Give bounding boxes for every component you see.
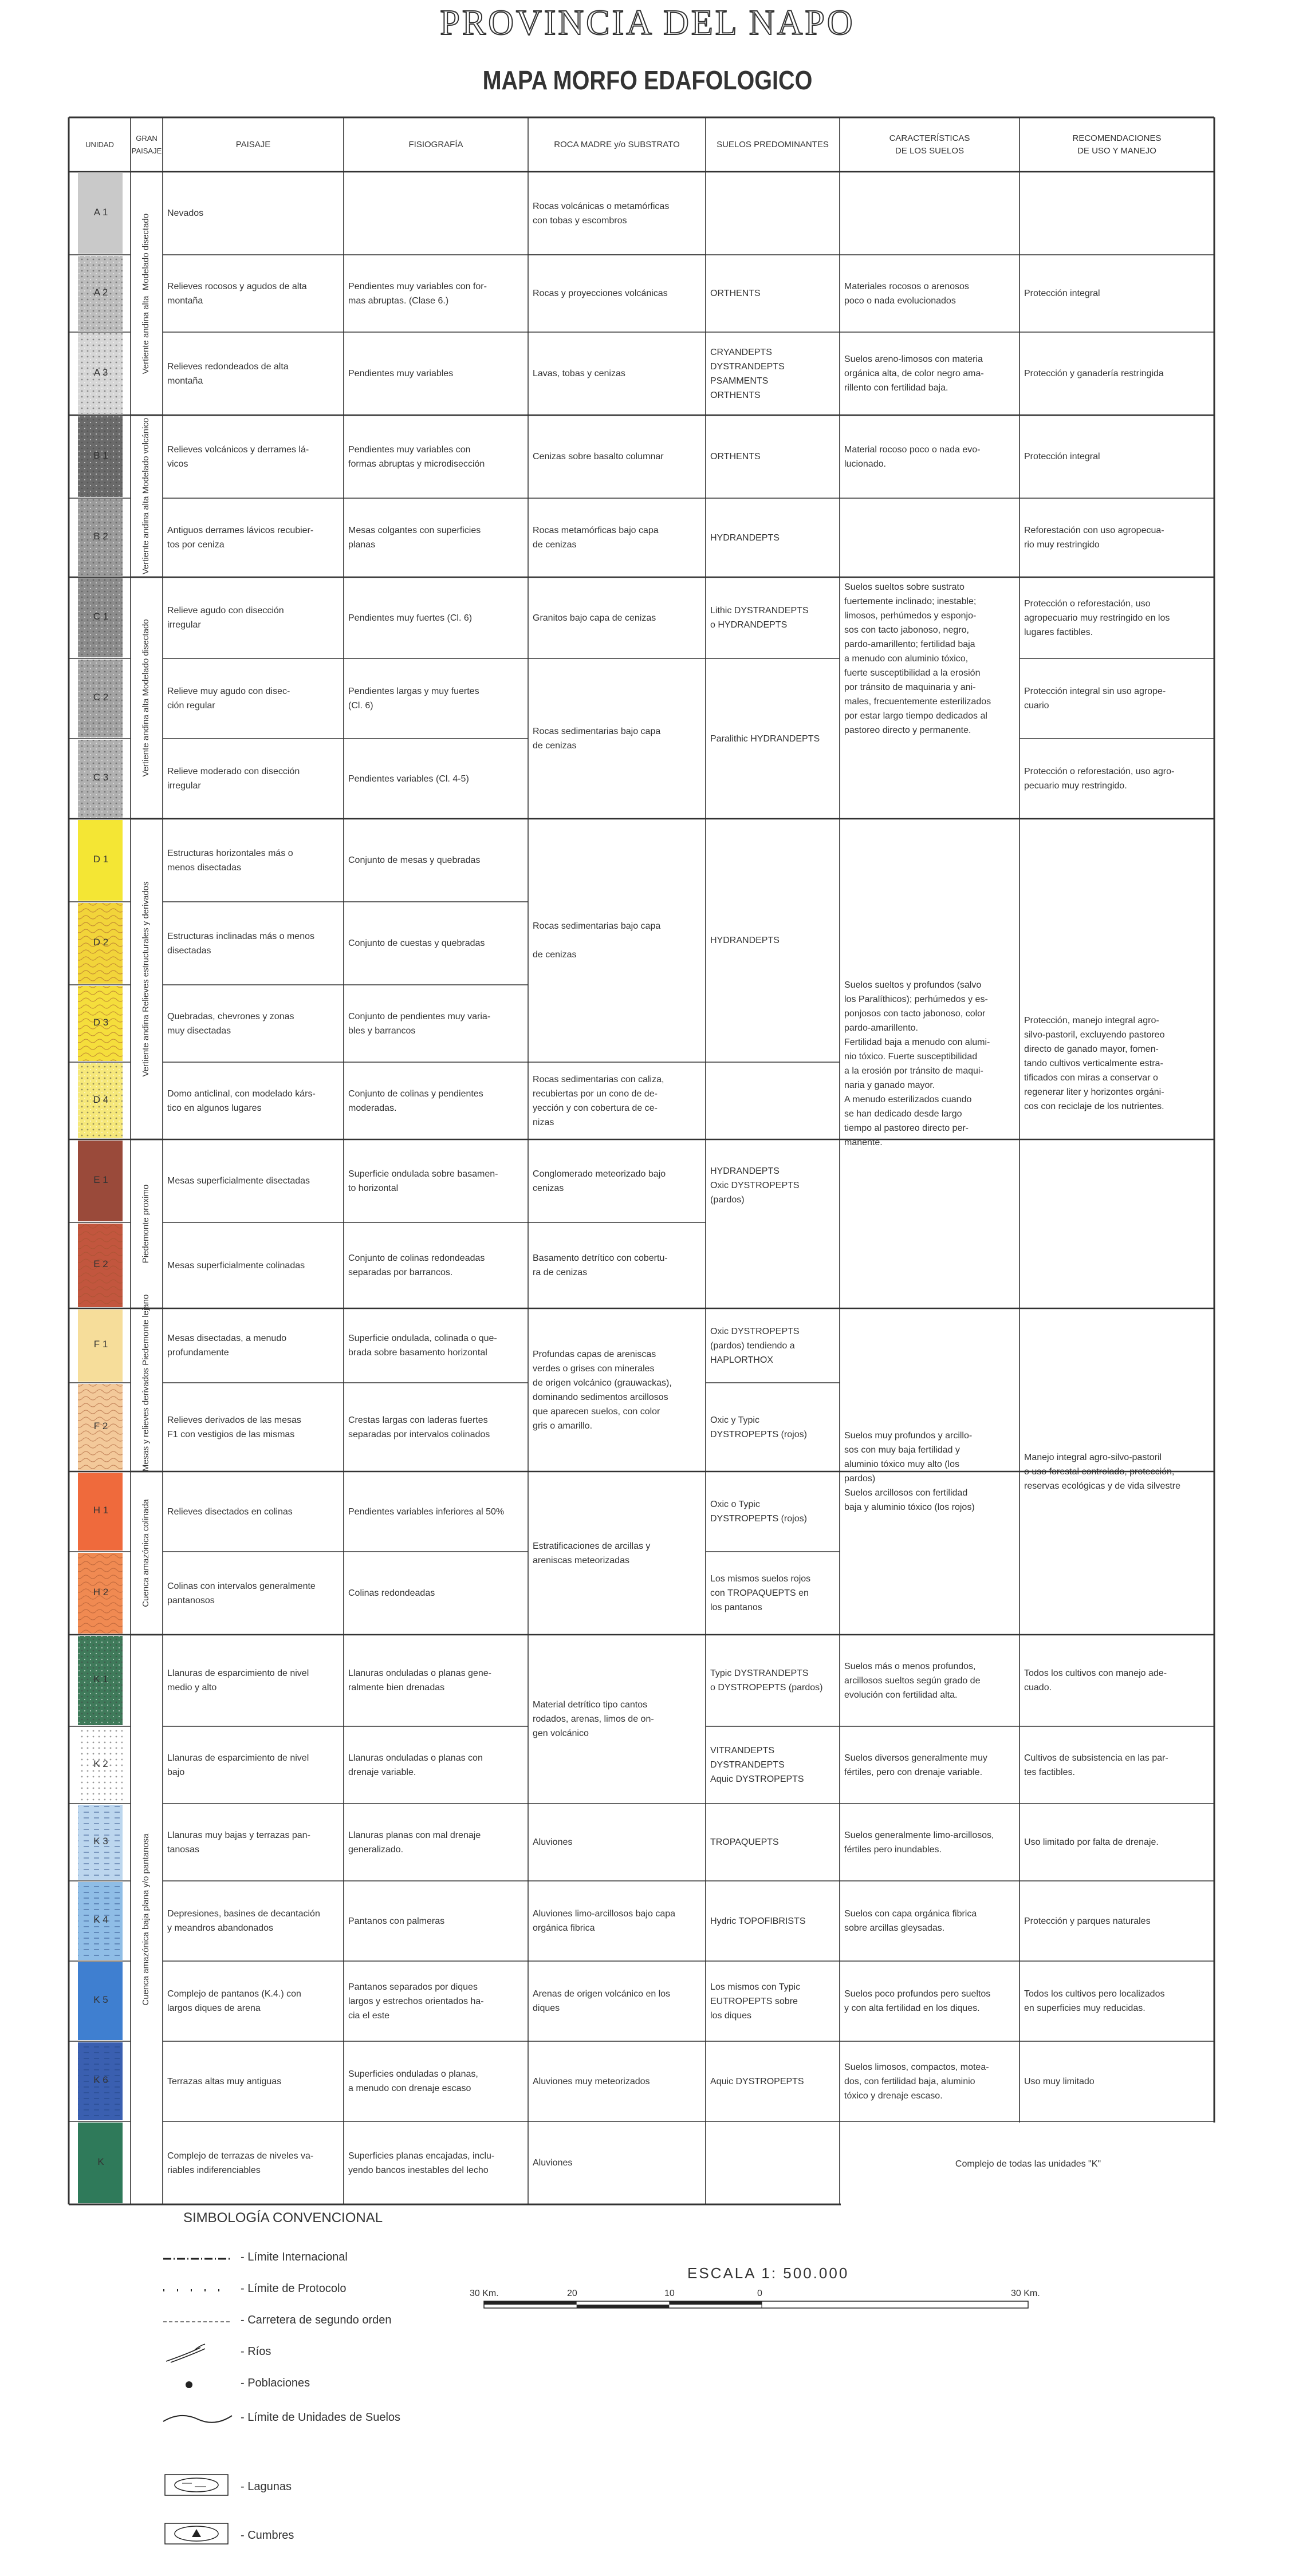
gran-paisaje-label: Modelado disectado — [141, 213, 151, 291]
suelos-cell: Oxic DYSTROPEPTS (pardos) tendiendo a HAPLORTHOX — [710, 1326, 800, 1365]
suelos-cell: Hydric TOPOFIBRISTS — [710, 1916, 806, 1926]
paisaje-cell: Llanuras de esparcimiento de nivel medio y alto — [167, 1668, 309, 1693]
paisaje-cell: Complejo de pantanos (K.4.) con largos diques de arena — [167, 1989, 301, 2013]
gran-paisaje-label: Vertiente andina alta — [141, 295, 151, 374]
scale-tick-label: 20 — [567, 2289, 577, 2298]
legend-label: - Límite Internacional — [241, 2251, 348, 2263]
legend-label: - Ríos — [241, 2345, 271, 2358]
suelos-cell: HYDRANDEPTS — [710, 532, 780, 543]
paisaje-cell: Relieves volcánicos y derrames lá- vicos — [167, 444, 309, 469]
suelos-cell: HYDRANDEPTS — [710, 936, 780, 945]
paisaje-cell: Mesas disectadas, a menudo profundamente — [167, 1334, 287, 1358]
caracteristicas-cell: Materiales rocosos o arenosos poco o nada evolucionados — [844, 281, 969, 306]
fisiografia-cell: Superficie ondulada sobre basamen- to horizontal — [348, 1169, 498, 1193]
header-roca: ROCA MADRE y/o SUBSTRATO — [554, 139, 680, 149]
scale-tick-label: 30 Km. — [470, 2289, 499, 2298]
legend-item — [160, 2474, 561, 2508]
suelos-cell: Los mismos con Typic EUTROPEPTS sobre los diques — [710, 1982, 801, 2021]
unit-code: B 2 — [93, 531, 108, 542]
fisiografia-cell — [344, 172, 528, 255]
recomendaciones-cell: Protección o reforestación, uso agropecuario muy restringido en los lugares factibles. — [1024, 598, 1170, 637]
suelos-cell: CRYANDEPTS DYSTRANDEPTS PSAMMENTS ORTHENTS — [710, 347, 785, 400]
caracteristicas-cell: Suelos sueltos sobre sustrato fuertemente inclinado; inestable; limosos, perhúmedos y esponjo- sos con tacto jabonoso, negro, pardo-amarillento; fertilidad baja a menudo con aluminio tóxico, fuerte susceptibilidad a la erosión por tránsito de maquinaria y ani- males, frecuentemente esterilizados por estar largo tiempo dedicados al pastoreo directo y permanente. — [844, 582, 991, 735]
legend-item — [160, 2342, 561, 2365]
recomendaciones-cell: Protección y ganadería restringida — [1024, 369, 1164, 378]
paisaje-cell: Relieves derivados de las mesas F1 con vestigios de las mismas — [167, 1415, 301, 1439]
legend-symbol-icon — [160, 2408, 235, 2431]
unit-code: F 1 — [93, 1339, 108, 1350]
fisiografia-cell: Pantanos con palmeras — [348, 1916, 445, 1926]
fisiografia-cell: Pendientes variables inferiores al 50% — [348, 1506, 505, 1517]
paisaje-cell: Relieve agudo con disección irregular — [167, 606, 284, 630]
paisaje-cell: Relieves disectados en colinas — [167, 1506, 293, 1517]
caracteristicas-cell: Suelos muy profundos y arcillo- sos con muy baja fertilidad y aluminio tóxico muy alto (los pardos) Suelos arcillosos con fertilidad baja y aluminio tóxico (los rojos) — [844, 1431, 975, 1512]
unit-code: D 2 — [93, 936, 109, 948]
roca-cell: Arenas de origen volcánico en los diques — [533, 1989, 671, 2013]
fisiografia-cell: Conjunto de colinas y pendientes moderadas. — [348, 1088, 483, 1113]
legend-item — [160, 2522, 561, 2557]
paisaje-cell: Nevados — [167, 208, 204, 218]
fisiografia-cell: Conjunto de pendientes muy varia- bles y barrancos — [348, 1011, 491, 1036]
roca-cell: Rocas sedimentarias bajo capa de cenizas — [533, 921, 661, 960]
legend-item — [160, 2408, 561, 2431]
paisaje-cell: Mesas superficialmente colinadas — [167, 1260, 305, 1271]
recomendaciones-cell: Protección integral — [1024, 289, 1100, 298]
paisaje-cell: Relieve moderado con disección irregular — [167, 767, 300, 791]
fisiografia-cell: Superficie ondulada, colinada o que- brada sobre basamento horizontal — [348, 1334, 497, 1358]
unit-code: B 1 — [93, 449, 108, 461]
legend-item — [160, 2279, 561, 2302]
recomendaciones-cell: Todos los cultivos pero localizados en superficies muy reducidas. — [1024, 1989, 1165, 2013]
legend-title: SIMBOLOGÍA CONVENCIONAL — [183, 2210, 383, 2226]
caracteristicas-cell: Suelos más o menos profundos, arcillosos sueltos según grado de evolución con fertilidad alta. — [844, 1661, 981, 1700]
suelos-cell: ORTHENTS — [710, 452, 761, 461]
unit-code: F 2 — [93, 1420, 108, 1431]
caracteristicas-cell: Suelos areno-limosos con materia orgánica alta, de color negro ama- rillento con fertilidad baja. — [844, 354, 984, 393]
roca-cell: Cenizas sobre basalto columnar — [533, 452, 664, 461]
legend-label: - Límite de Unidades de Suelos — [241, 2411, 401, 2424]
fisiografia-cell: Llanuras onduladas o planas con drenaje variable. — [348, 1753, 483, 1777]
fisiografia-cell: Superficies onduladas o planas, a menudo con drenaje escaso — [348, 2069, 478, 2093]
gran-paisaje-label: Cuenca amazónica colinada — [141, 1499, 151, 1607]
suelos-cell: Oxic o Typic DYSTROPEPTS (rojos) — [710, 1500, 807, 1524]
suelos-cell: Oxic y Typic DYSTROPEPTS (rojos) — [710, 1415, 807, 1439]
recomendaciones-cell: Protección integral sin uso agrope- cuario — [1024, 687, 1166, 711]
suelos-cell: Lithic DYSTRANDEPTS o HYDRANDEPTS — [710, 606, 809, 630]
roca-cell: Material detrítico tipo cantos rodados, arenas, limos de on- gen volcánico — [533, 1700, 654, 1738]
unit-code: K 4 — [93, 1914, 108, 1925]
unit-code: C 2 — [93, 692, 109, 703]
roca-cell: Aluviones limo-arcillosos bajo capa orgánica fibrica — [533, 1909, 676, 1933]
fisiografia-cell: Conjunto de mesas y quebradas — [348, 855, 481, 865]
fisiografia-cell: Llanuras onduladas o planas gene- ralmente bien drenadas — [348, 1668, 491, 1693]
recomendaciones-cell: Uso muy limitado — [1024, 2076, 1095, 2086]
unit-code: A 2 — [93, 286, 108, 298]
recomendaciones-cell: Cultivos de subsistencia en las par- tes factibles. — [1024, 1753, 1168, 1777]
paisaje-cell: Estructuras horizontales más o menos disectadas — [167, 848, 293, 873]
legend-label: - Cumbres — [241, 2529, 294, 2542]
gran-paisaje-label: Vertiente andina alta Modelado volcánico — [141, 417, 151, 575]
legend-label: - Lagunas — [241, 2480, 292, 2493]
header-fisiografia: FISIOGRAFÍA — [408, 139, 463, 149]
unit-code: A 3 — [93, 366, 108, 378]
suelos-cell: HYDRANDEPTS Oxic DYSTROPEPTS (pardos) — [710, 1166, 800, 1205]
fisiografia-cell: Llanuras planas con mal drenaje generalizado. — [348, 1830, 481, 1855]
recomendaciones-cell: Protección, manejo integral agro- silvo-pastoril, excluyendo pastoreo directo de ganado mayor, fomen- tando cultivos verticalmente estra- tificados con miras a conservar o regenerar liter y horizontes orgáni- cos con reciclaje de los nutrientes. — [1024, 1016, 1165, 1111]
legend-label: - Poblaciones — [241, 2377, 310, 2389]
roca-cell: Estratificaciones de arcillas y areniscas meteorizadas — [533, 1541, 651, 1565]
recomendaciones-cell: Protección integral — [1024, 452, 1100, 461]
suelos-cell: Aquic DYSTROPEPTS — [710, 2076, 804, 2086]
unit-code: D 1 — [93, 853, 109, 865]
legend-symbol-icon — [160, 2342, 235, 2365]
caracteristicas-cell: Suelos sueltos y profundos (salvo los Paralíthicos); perhúmedos y es- ponjosos con tacto jabonoso, color pardo-amarillento. Fertilidad baja a menudo con alumi- nio tóxico. Fuerte susceptibilidad a la erosión por tránsito de maqui- naria y ganado mayor. A menudo esterilizados cuando se han dedicado desde largo tiempo al pastoreo directo per- manente. — [844, 980, 990, 1147]
paisaje-cell: Domo anticlinal, con modelado kárs- tico en algunos lugares — [167, 1088, 316, 1113]
paisaje-cell: Relieve muy agudo con disec- ción regular — [167, 687, 290, 711]
caracteristicas-cell: Suelos poco profundos pero sueltos y con alta fertilidad en los diques. — [844, 1989, 991, 2013]
recomendaciones-cell: Uso limitado por falta de drenaje. — [1024, 1837, 1159, 1847]
gran-paisaje-label: Vertiente andina alta Modelado disectado — [141, 619, 151, 777]
caracteristicas-cell: Suelos con capa orgánica fibrica sobre arcillas gleysadas. — [844, 1909, 977, 1933]
paisaje-cell: Quebradas, chevrones y zonas muy disectadas — [167, 1011, 294, 1036]
map-title: MAPA MORFO EDAFOLOGICO — [482, 65, 813, 95]
roca-cell: Profundas capas de areniscas verdes o grises con minerales de origen volcánico (grauwackas), dominando sedimentos arcillosos que aparecen suelos, con color gris o amarillo. — [533, 1349, 672, 1431]
roca-cell: Conglomerado meteorizado bajo cenizas — [533, 1169, 666, 1193]
fisiografia-cell: Crestas largas con laderas fuertes separadas por intervalos colinados — [348, 1415, 490, 1439]
unit-code: C 3 — [93, 772, 109, 783]
legend-symbol-icon — [160, 2279, 235, 2302]
recomendaciones-cell: Manejo integral agro-silvo-pastoril o uso forestal controlado, protección, reservas ecológicas y de vida silvestre — [1024, 1452, 1181, 1491]
fisiografia-cell: Pendientes muy variables con formas abruptas y microdisección — [348, 444, 485, 469]
roca-cell: Aluviones — [533, 2158, 573, 2168]
gran-paisaje-label: Mesas y relieves derivados Piedemonte lejano — [141, 1294, 151, 1472]
unit-code: H 1 — [93, 1505, 109, 1516]
unit-code: A 1 — [93, 206, 108, 218]
legend-label: - Carretera de segundo orden — [241, 2314, 392, 2326]
header-paisaje: PAISAJE — [235, 139, 271, 149]
roca-cell: Rocas metamórficas bajo capa de cenizas — [533, 526, 659, 550]
fisiografia-cell: Pendientes muy variables — [348, 369, 454, 378]
fisiografia-cell: Pantanos separados por diques largos y estrechos orientados ha- cia el este — [348, 1982, 484, 2021]
suelos-cell: Los mismos suelos rojos con TROPAQUEPTS en los pantanos — [710, 1574, 811, 1612]
unit-code: C 1 — [93, 611, 109, 622]
legend-symbol-icon — [160, 2373, 235, 2396]
scale-tick-label: 0 — [757, 2289, 762, 2298]
gran-paisaje-label: Cuenca amazónica baja plana y/o pantanosa — [141, 1833, 151, 2006]
fisiografia-cell: Mesas colgantes con superficies planas — [348, 526, 481, 550]
recomendaciones-cell: Todos los cultivos con manejo ade- cuado. — [1024, 1668, 1167, 1693]
province-title: PROVINCIA DEL NAPO — [440, 3, 855, 42]
caracteristicas-cell: Material rocoso poco o nada evo- lucionado. — [844, 444, 981, 469]
unit-code: K 6 — [93, 2074, 108, 2085]
roca-cell: Rocas volcánicas o metamórficas con tobas y escombros — [533, 201, 670, 226]
suelos-cell: TROPAQUEPTS — [710, 1837, 779, 1847]
legend-item — [160, 2247, 561, 2270]
paisaje-cell: Antiguos derrames lávicos recubier- tos por ceniza — [167, 526, 314, 550]
header-recomendaciones: RECOMENDACIONES DE USO Y MANEJO — [1072, 133, 1162, 156]
fisiografia-cell: Pendientes variables (Cl. 4-5) — [348, 774, 469, 784]
fisiografia-cell: Pendientes muy variables con for- mas abruptas. (Clase 6.) — [348, 281, 487, 306]
roca-cell: Lavas, tobas y cenizas — [533, 369, 625, 378]
unit-code: K 3 — [93, 1835, 108, 1847]
scale-bar-graphic — [0, 2299, 1295, 2333]
fisiografia-cell: Pendientes largas y muy fuertes (Cl. 6) — [348, 687, 479, 711]
suelos-cell: Typic DYSTRANDEPTS o DYSTROPEPTS (pardos) — [710, 1668, 823, 1693]
unit-code: D 3 — [93, 1016, 109, 1028]
header-unidad: UNIDAD — [85, 140, 114, 149]
paisaje-cell: Relieves rocosos y agudos de alta montaña — [167, 281, 307, 306]
unit-code: D 4 — [93, 1094, 109, 1105]
legend-label: - Límite de Protocolo — [241, 2282, 347, 2295]
roca-cell: Rocas sedimentarias bajo capa de cenizas — [533, 727, 661, 751]
roca-cell: Rocas sedimentarias con caliza, recubiertas por un cono de de- yección y con cobertura de ce- nizas — [533, 1074, 664, 1127]
suelos-cell: VITRANDEPTS DYSTRANDEPTS Aquic DYSTROPEPTS — [710, 1746, 804, 1784]
unit-code: E 2 — [93, 1259, 108, 1269]
paisaje-cell: Colinas con intervalos generalmente pantanosos — [167, 1581, 316, 1605]
header-caracteristicas: CARACTERÍSTICAS DE LOS SUELOS — [889, 133, 970, 156]
header-gran_paisaje: GRAN PAISAJE — [131, 133, 162, 155]
header-suelos: SUELOS PREDOMINANTES — [717, 139, 829, 149]
paisaje-cell: Depresiones, basines de decantación y meandros abandonados — [167, 1909, 320, 1933]
unit-code: K — [97, 2156, 104, 2167]
legend-symbol-icon — [160, 2474, 235, 2496]
legend-symbol-icon — [160, 2522, 235, 2545]
unit-code: K 1 — [93, 1674, 108, 1685]
recomendaciones-cell: Protección y parques naturales — [1024, 1916, 1151, 1926]
caracteristicas-cell: Suelos diversos generalmente muy fértiles, pero con drenaje variable. — [844, 1753, 987, 1777]
paisaje-cell: Complejo de terrazas de niveles va- riables indiferenciables — [167, 2151, 314, 2175]
legend-symbol-icon — [160, 2247, 235, 2270]
suelos-cell: Paralithic HYDRANDEPTS — [710, 733, 820, 744]
fisiografia-cell: Pendientes muy fuertes (Cl. 6) — [348, 613, 473, 623]
legend-item — [160, 2373, 561, 2396]
roca-cell: Basamento detrítico con cobertu- ra de cenizas — [533, 1253, 668, 1277]
gran-paisaje-label: Piedemonte proximo — [141, 1184, 151, 1264]
roca-cell: Aluviones — [533, 1837, 573, 1847]
unit-code: H 2 — [93, 1586, 109, 1597]
unit-code: K 2 — [93, 1758, 108, 1769]
gran-paisaje-label: Vertiente andina Relieves estructurales y derivados — [141, 881, 151, 1077]
paisaje-cell: Estructuras inclinadas más o menos disectadas — [167, 931, 314, 956]
fisiografia-cell: Conjunto de colinas redondeadas separadas por barrancos. — [348, 1253, 485, 1277]
paisaje-cell: Terrazas altas muy antiguas — [167, 2076, 282, 2086]
paisaje-cell: Llanuras muy bajas y terrazas pan- tanosas — [167, 1830, 310, 1855]
fisiografia-cell: Superficies planas encajadas, inclu- yendo bancos inestables del lecho — [348, 2151, 495, 2175]
recomendaciones-cell: Reforestación con uso agropecua- rio muy restringido — [1024, 526, 1164, 550]
recomendaciones-cell: Protección o reforestación, uso agro- pecuario muy restringido. — [1024, 767, 1175, 791]
scale-tick-label: 10 — [664, 2289, 675, 2298]
paisaje-cell: Relieves redondeados de alta montaña — [167, 361, 289, 386]
scale-tick-label: 30 Km. — [1011, 2289, 1040, 2298]
caracteristicas-cell: Suelos generalmente limo-arcillosos, fértiles pero inundables. — [844, 1830, 994, 1855]
roca-cell: Granitos bajo capa de cenizas — [533, 613, 656, 623]
suelos-cell: ORTHENTS — [710, 289, 761, 298]
roca-cell: Aluviones muy meteorizados — [533, 2076, 650, 2086]
paisaje-cell: Llanuras de esparcimiento de nivel bajo — [167, 1753, 309, 1777]
unit-code: E 1 — [93, 1174, 108, 1185]
fisiografia-cell: Conjunto de cuestas y quebradas — [348, 938, 485, 948]
fisiografia-cell: Colinas redondeadas — [348, 1588, 435, 1598]
scale-title: ESCALA 1: 500.000 — [687, 2265, 849, 2282]
unit-code: K 5 — [93, 1994, 108, 2005]
roca-cell: Rocas y proyecciones volcánicas — [533, 289, 668, 298]
paisaje-cell: Mesas superficialmente disectadas — [167, 1176, 310, 1186]
caracteristicas-cell: Complejo de todas las unidades "K" — [841, 2123, 1215, 2206]
caracteristicas-cell: Suelos limosos, compactos, motea- dos, con fertilidad baja, aluminio tóxico y drenaje escaso. — [844, 2062, 989, 2101]
